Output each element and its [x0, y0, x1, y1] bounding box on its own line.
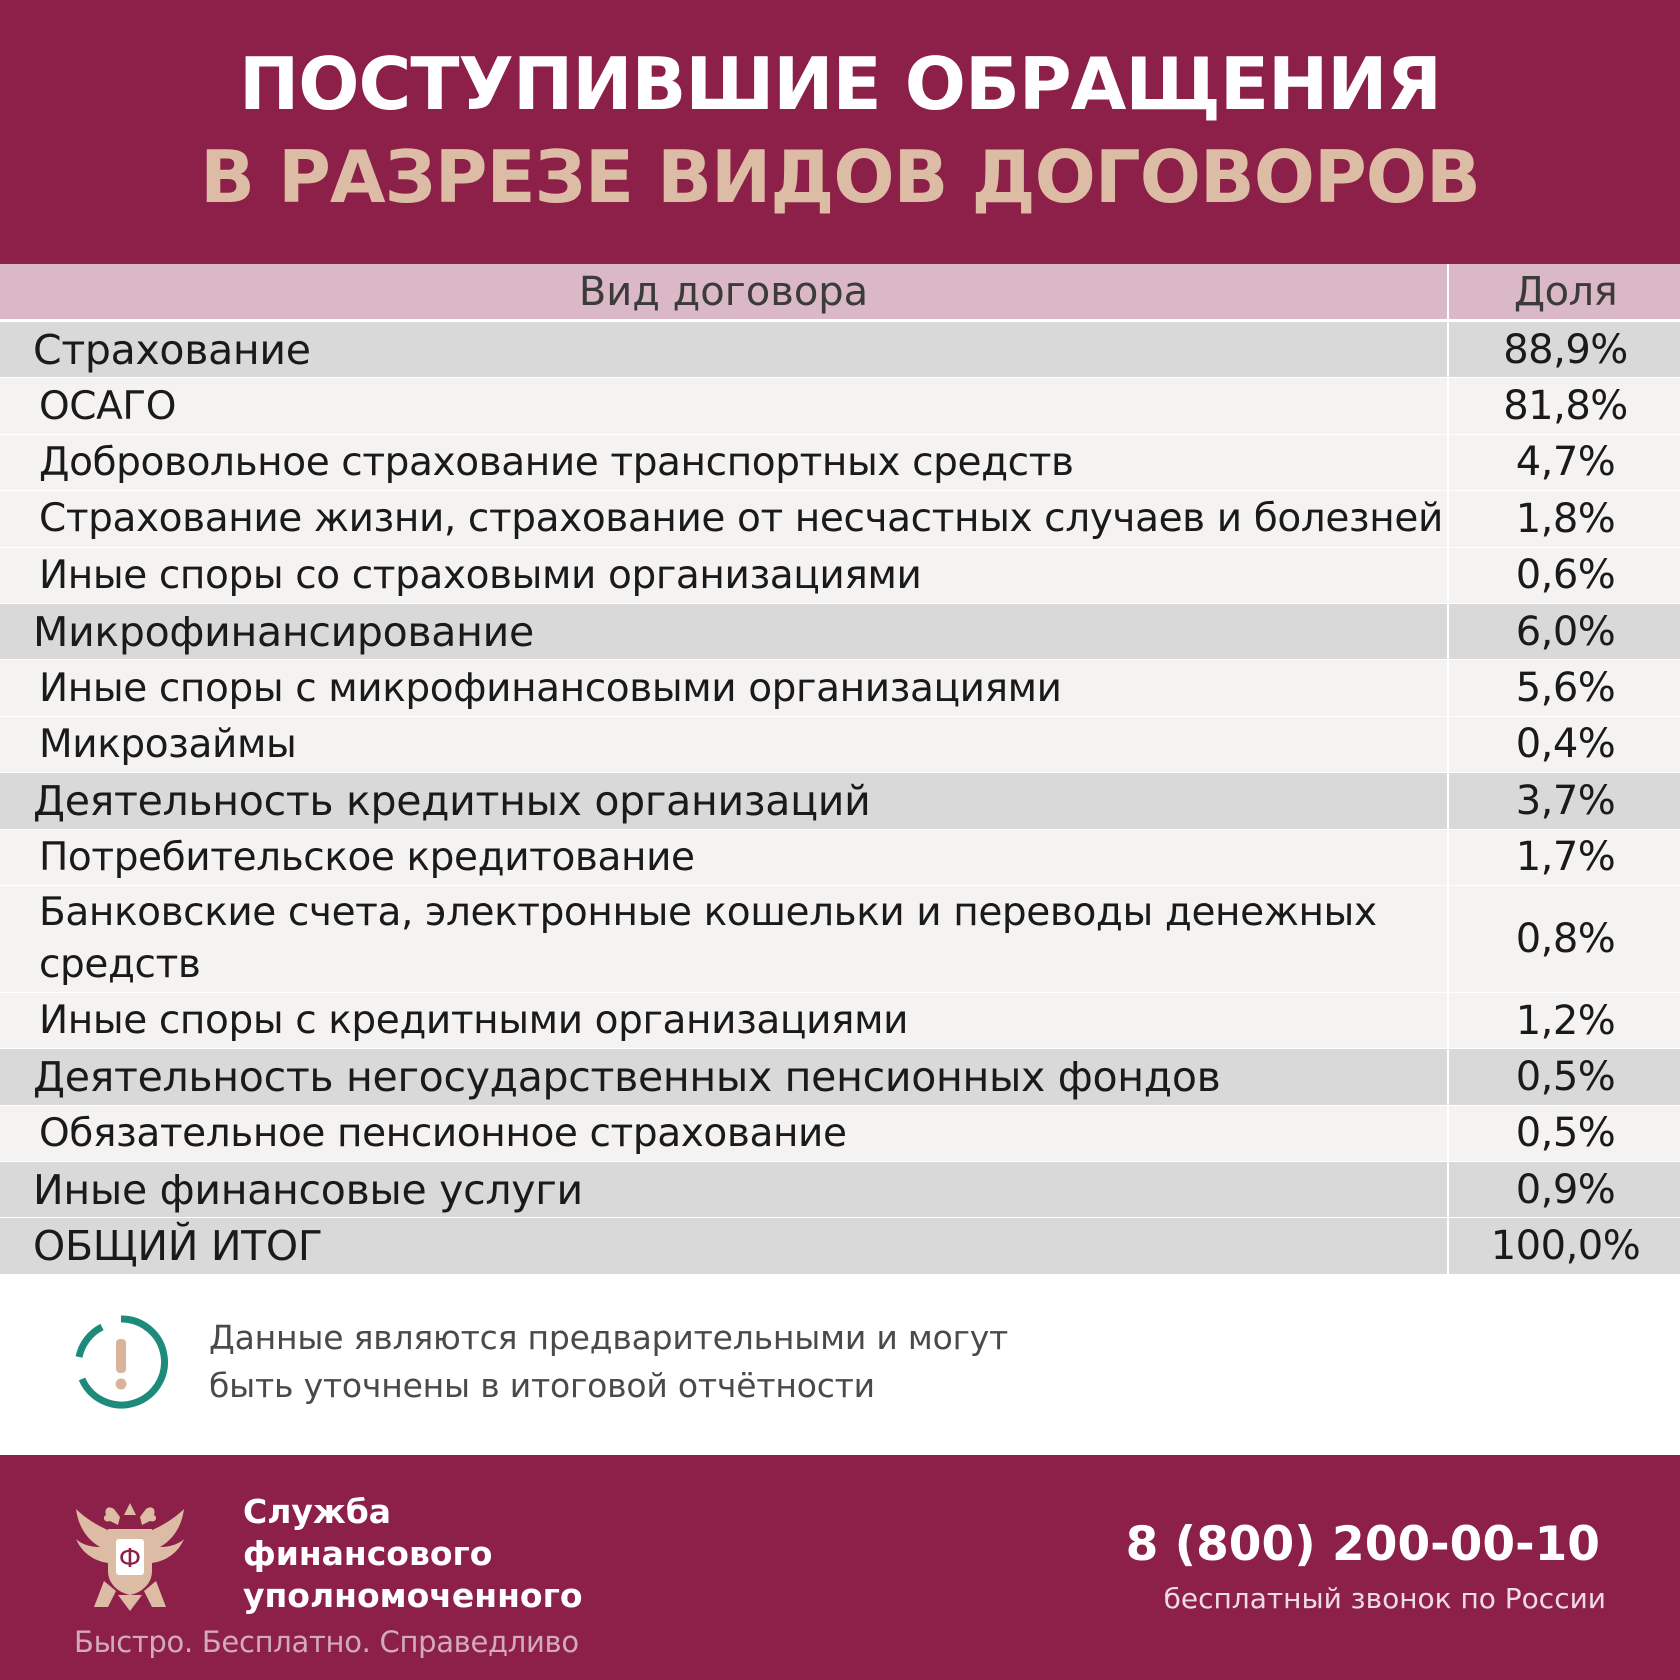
emblem-letter: Ф — [118, 1544, 142, 1574]
table-row — [0, 491, 1680, 547]
contract-type-cell: Обязательное пенсионное страхование — [0, 1106, 1449, 1161]
contract-type-cell: Деятельность негосударственных пенсионных фондов — [0, 1049, 1449, 1104]
org-name-line-3: уполномоченного — [243, 1576, 583, 1615]
category-row — [0, 1049, 1680, 1105]
share-cell: 1,8% — [1515, 495, 1616, 542]
contract-type-cell: Страхование — [0, 322, 1449, 377]
table-row — [0, 886, 1680, 993]
share-cell: 0,6% — [1515, 552, 1616, 599]
column-header-contract-type: Вид договора — [0, 264, 1449, 319]
disclaimer-line-1: Данные являются предварительными и могут — [209, 1318, 1009, 1357]
share-cell: 0,5% — [1515, 1110, 1616, 1157]
table-row — [0, 830, 1680, 886]
total-row — [0, 1218, 1680, 1274]
contract-type-cell: Микрозаймы — [0, 717, 1449, 772]
share-cell: 1,2% — [1515, 997, 1616, 1044]
share-cell: 0,5% — [1515, 1053, 1616, 1100]
table-body — [0, 322, 1680, 1275]
share-cell: 100,0% — [1490, 1223, 1641, 1270]
column-header-share: Доля — [1513, 268, 1618, 315]
table-row — [0, 1106, 1680, 1162]
category-row — [0, 604, 1680, 660]
category-row — [0, 1162, 1680, 1218]
slogan: Быстро. Бесплатно. Справедливо — [74, 1625, 579, 1659]
table-row — [0, 717, 1680, 773]
contract-type-cell: Иные споры с кредитными организациями — [0, 993, 1449, 1048]
contract-type-cell: Иные финансовые услуги — [0, 1162, 1449, 1217]
title-line-1: ПОСТУПИВШИЕ ОБРАЩЕНИЯ — [239, 42, 1441, 126]
double-headed-eagle-emblem-icon — [74, 1495, 186, 1613]
header-banner — [0, 0, 1680, 264]
share-cell: 3,7% — [1515, 777, 1616, 824]
share-cell: 81,8% — [1503, 383, 1628, 430]
category-row — [0, 773, 1680, 829]
share-cell: 0,4% — [1515, 721, 1616, 768]
table-header-row — [0, 264, 1680, 322]
table-row — [0, 378, 1680, 434]
contract-type-cell: Добровольное страхование транспортных средств — [0, 435, 1449, 490]
hotline-phone: 8 (800) 200-00-10 — [1125, 1517, 1600, 1572]
contract-type-cell: Страхование жизни, страхование от несчастных случаев и болезней — [0, 491, 1449, 546]
table-row — [0, 660, 1680, 716]
table-row — [0, 993, 1680, 1049]
share-cell: 0,8% — [1515, 915, 1616, 962]
share-cell: 5,6% — [1515, 665, 1616, 712]
contract-type-cell: ОСАГО — [0, 378, 1449, 433]
exclamation-circle-icon — [72, 1313, 170, 1411]
contract-type-cell: Иные споры со страховыми организациями — [0, 548, 1449, 603]
share-cell: 0,9% — [1515, 1166, 1616, 1213]
share-cell: 6,0% — [1515, 608, 1616, 655]
footer-banner — [0, 1455, 1680, 1680]
table-row — [0, 435, 1680, 491]
organization-name — [243, 1491, 583, 1617]
contract-type-cell: Деятельность кредитных организаций — [0, 773, 1449, 828]
contract-type-cell: Потребительское кредитование — [0, 830, 1449, 885]
org-name-line-1: Служба — [243, 1492, 392, 1531]
org-name-line-2: финансового — [243, 1534, 493, 1573]
disclaimer-line-2: быть уточнены в итоговой отчётности — [209, 1366, 875, 1405]
table-row — [0, 548, 1680, 604]
hotline-note: бесплатный звонок по России — [1163, 1582, 1606, 1615]
contracts-table — [0, 264, 1680, 1275]
share-cell: 88,9% — [1503, 326, 1628, 373]
contract-type-cell: ОБЩИЙ ИТОГ — [0, 1218, 1449, 1273]
share-cell: 4,7% — [1515, 439, 1616, 486]
contract-type-cell: Микрофинансирование — [0, 604, 1449, 659]
contract-type-cell: Банковские счета, электронные кошельки и переводы денежных средств — [0, 886, 1449, 992]
category-row — [0, 322, 1680, 378]
disclaimer-note — [209, 1314, 1309, 1410]
share-cell: 1,7% — [1515, 834, 1616, 881]
contract-type-cell: Иные споры с микрофинансовыми организациями — [0, 660, 1449, 715]
title-line-2: В РАЗРЕЗЕ ВИДОВ ДОГОВОРОВ — [200, 135, 1480, 219]
